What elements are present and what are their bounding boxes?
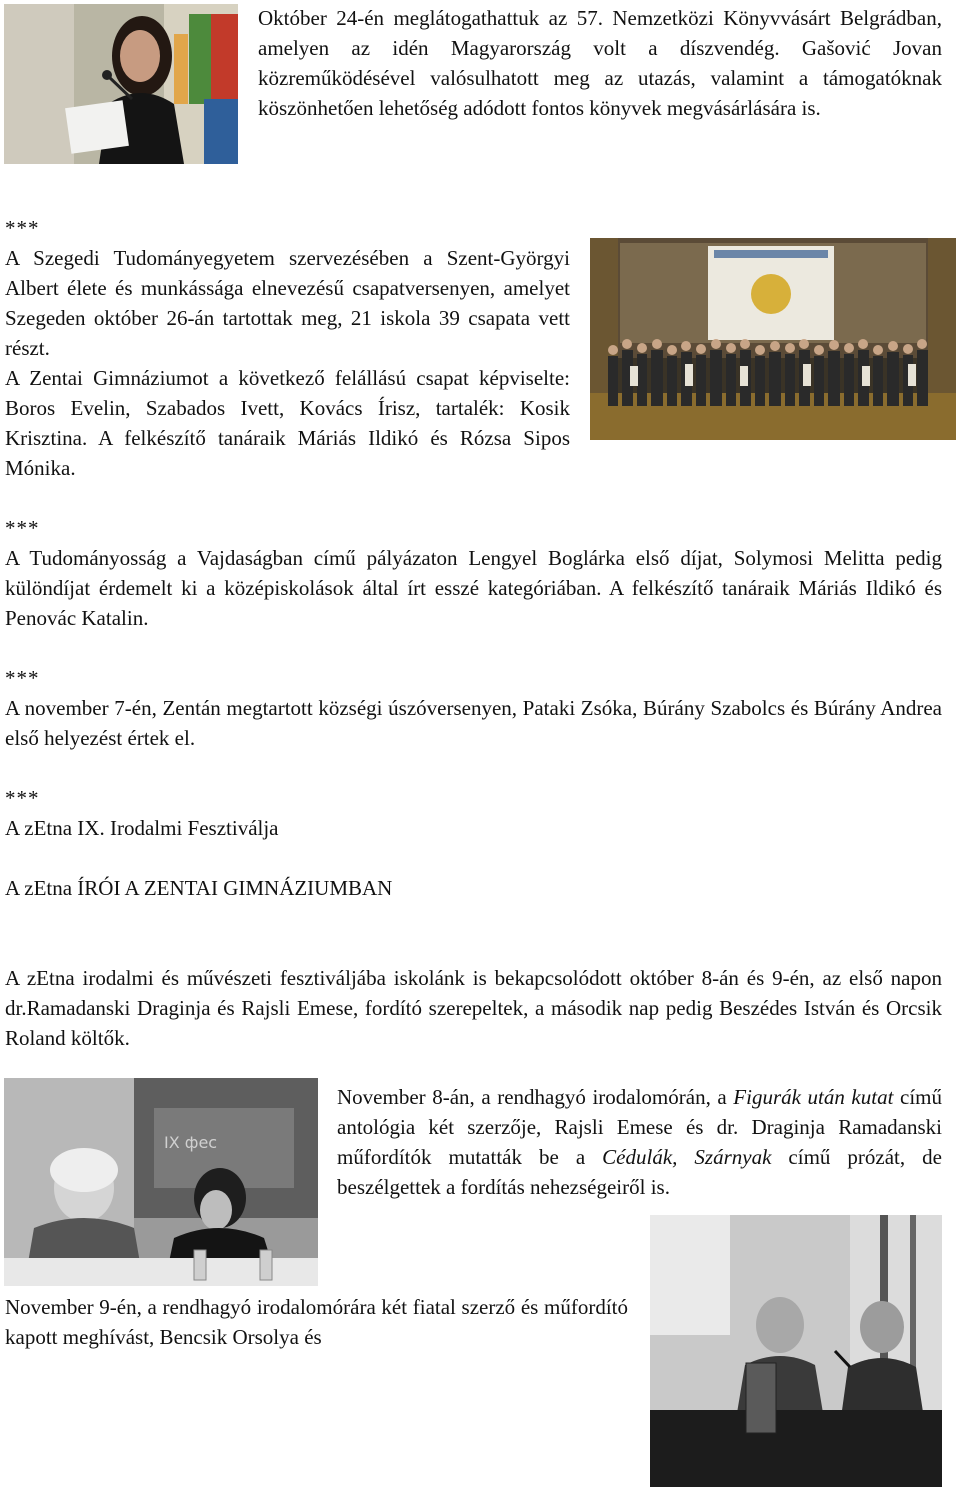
zetna-festival-title: A zEtna IX. Irodalmi Fesztiválja bbox=[5, 816, 279, 840]
nov8-text-c: című antológia két szerzője, Rajsli Emese és dr. Draginja Ramadanski műfordítók mutatták be a bbox=[337, 1085, 943, 1169]
november-9-paragraph: November 9-én, a rendhagyó irodalomórára két fiatal szerző és műfordító kapott meghívást, Bencsik Orsolya és bbox=[5, 1295, 628, 1349]
group-photo bbox=[590, 238, 956, 440]
nov8-text-e: című prózát, de beszélgettek a fordítás nehezségeiről is. bbox=[337, 1145, 942, 1199]
two-men-panel-photo bbox=[650, 1215, 942, 1487]
svg-text:IX фес: IX фес bbox=[164, 1133, 218, 1152]
separator: *** bbox=[5, 786, 40, 810]
separator: *** bbox=[5, 516, 40, 540]
separator: *** bbox=[5, 666, 40, 690]
zetna-intro-paragraph: A zEtna irodalmi és művészeti fesztiváljába iskolánk is bekapcsolódott október 8-án és 9-én, az első napon dr.Ramadanski Draginja és Rajsli Emese, fordító szerepeltek, a második nap pedig Beszédes István és Orcsik Roland költők. bbox=[5, 966, 942, 1050]
november-8-paragraph bbox=[337, 1082, 942, 1202]
nov8-text-a: November 8-án, a rendhagyó irodalomórán, a bbox=[337, 1085, 734, 1109]
two-women-panel-photo bbox=[4, 1078, 318, 1286]
nov8-prose-title: Cédulák, Szárnyak bbox=[602, 1145, 772, 1169]
nov8-anthology-title: Figurák után kutat bbox=[733, 1085, 894, 1109]
woman-speaker-photo bbox=[4, 4, 238, 164]
vajdasag-paragraph: A Tudományosság a Vajdaságban című pályázaton Lengyel Boglárka első díjat, Solymosi Melitta pedig különdíjat érdemelt ki a középiskolások által írt esszé kategóriában. A felkészítő tanáraik Máriás Ildikó és Penovác Katalin. bbox=[5, 546, 942, 630]
separator: *** bbox=[5, 216, 40, 240]
szent-gyorgyi-paragraph: A Szegedi Tudományegyetem szervezésében a Szent-Györgyi Albert élete és munkássága elnevezésű csapatversenyen, amelyet Szegeden október 26-án tartottak meg, 21 iskola 39 csapata vett részt. bbox=[5, 246, 570, 360]
team-paragraph: A Zentai Gimnáziumot a következő felállású csapat képviselte: Boros Evelin, Szabados Ivett, Kovács Írisz, tartalék: Kosik Krisztina. A felkészítő tanáraik Máriás Ildikó és Rózsa Sipos Mónika. bbox=[5, 366, 570, 480]
book-fair-paragraph: Október 24-én meglátogathattuk az 57. Nemzetközi Könyvvásárt Belgrádban, amelyen az idén Magyarország volt a díszvendég. Gašović Jovan közreműködésével valósulhatott meg az utazás, valamint a támogatóknak köszönhetően lehetőség adódott fontos könyvek megvásárlására is. bbox=[258, 6, 942, 120]
swimming-paragraph: A november 7-én, Zentán megtartott községi úszóversenyen, Pataki Zsóka, Búrány Szabolcs és Búrány Andrea első helyezést értek el. bbox=[5, 696, 942, 750]
zetna-writers-title: A zEtna ÍRÓI A ZENTAI GIMNÁZIUMBAN bbox=[5, 876, 393, 900]
